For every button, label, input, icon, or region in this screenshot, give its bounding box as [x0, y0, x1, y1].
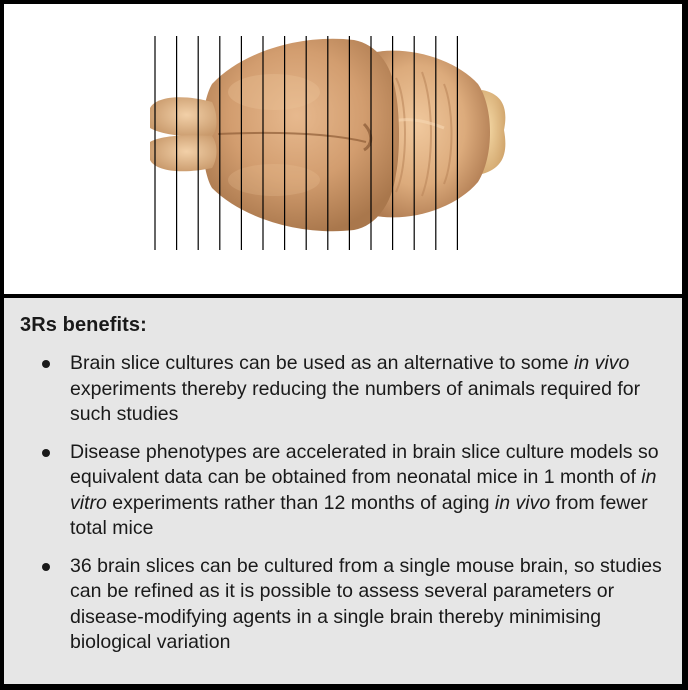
benefit-text: Brain slice cultures can be used as an alternative to some	[70, 352, 575, 374]
italic-term: in vivo	[494, 491, 551, 514]
bullet-dot	[42, 563, 50, 571]
benefit-text: experiments rather than 12 months of aging	[106, 491, 495, 514]
bullet-dot	[42, 360, 50, 368]
benefit-text: experiments thereby reducing the numbers of animals required for such studies	[70, 377, 641, 425]
benefit-item	[20, 440, 668, 542]
benefit-text: Disease phenotypes are accelerated in brain slice culture models so equivalent data can be obtained from neonatal mice in 1 month of	[70, 440, 659, 488]
benefit-text: from fewer total mice	[70, 491, 648, 539]
brain-figure-panel	[4, 4, 682, 294]
benefits-title: 3Rs benefits:	[20, 314, 147, 336]
mouse-brain-image	[4, 4, 682, 294]
bullet-dot	[42, 449, 50, 457]
olfactory-bulb-bottom	[150, 135, 217, 171]
italic-term: in vitro	[70, 466, 657, 514]
italic-term: in vivo	[574, 352, 630, 374]
benefits-panel	[4, 298, 682, 684]
benefit-item	[20, 351, 668, 428]
benefit-text: 36 brain slices can be cultured from a single mouse brain, so studies can be refined as it is possible to assess several parameters or disease-modifying agents in a single brain thereby minimising biological variation	[70, 554, 662, 653]
benefits-list	[20, 351, 668, 656]
benefit-item	[20, 554, 668, 656]
olfactory-bulb-top	[150, 97, 217, 136]
